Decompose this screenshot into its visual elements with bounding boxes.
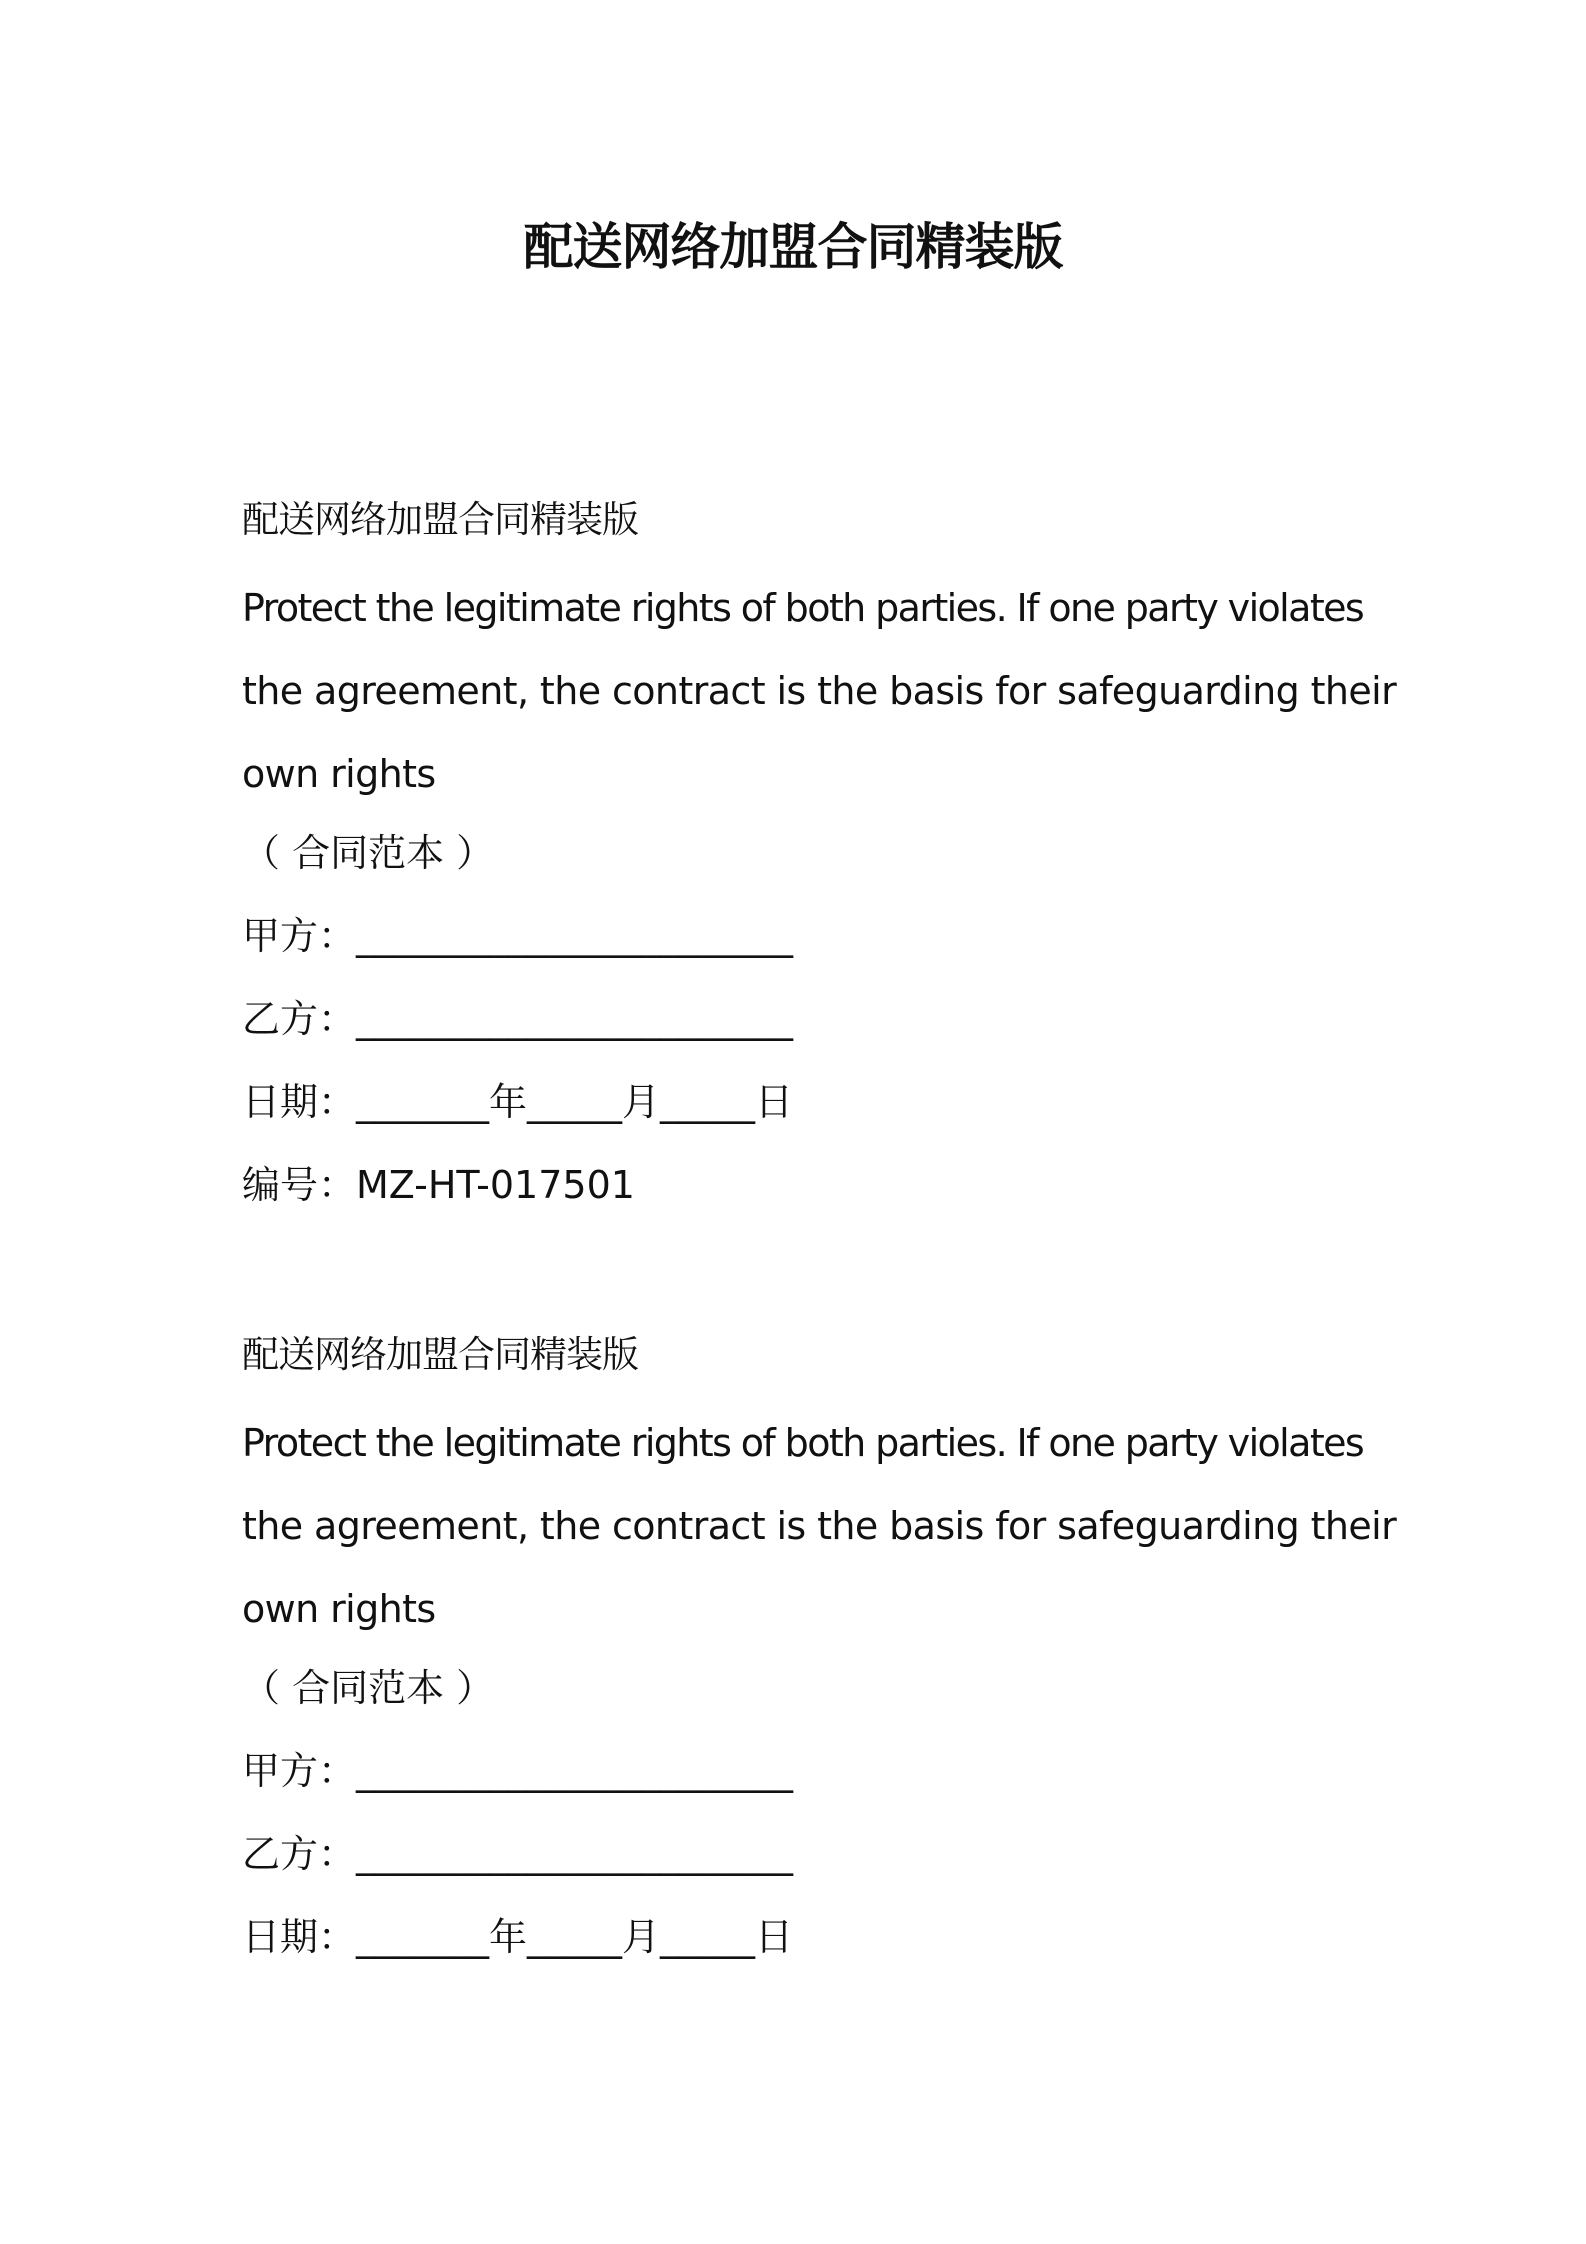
contract-section-2 <box>242 1330 1397 1990</box>
party-b-field: 乙方：_______________________ <box>242 997 794 1041</box>
date-field: 日期：_______年_____月_____日 <box>242 1080 794 1124</box>
party-b-field: 乙方：_______________________ <box>242 1832 794 1876</box>
contract-section-1 <box>242 495 1397 1235</box>
body-line-3: own rights <box>242 752 436 796</box>
body-line-1: Protect the legitimate rights of both parties. If one party violates <box>242 586 1364 630</box>
contract-subtitle: （ 合同范本 ） <box>242 1666 495 1710</box>
party-a-field: 甲方：_______________________ <box>242 914 794 958</box>
body-line-3: own rights <box>242 1587 436 1631</box>
body-line-1: Protect the legitimate rights of both parties. If one party violates <box>242 1421 1364 1465</box>
contract-subtitle: （ 合同范本 ） <box>242 831 495 875</box>
page-title: 配送网络加盟合同精装版 <box>523 218 1063 276</box>
party-a-field: 甲方：_______________________ <box>242 1749 794 1793</box>
body-line-2: the agreement, the contract is the basis for safeguarding their <box>242 1504 1397 1548</box>
body-line-2: the agreement, the contract is the basis for safeguarding their <box>242 669 1397 713</box>
section-heading: 配送网络加盟合同精装版 <box>242 1333 638 1376</box>
date-field: 日期：_______年_____月_____日 <box>242 1915 794 1959</box>
section-heading: 配送网络加盟合同精装版 <box>242 498 638 541</box>
contract-number: 编号：MZ-HT-017501 <box>242 1163 635 1207</box>
